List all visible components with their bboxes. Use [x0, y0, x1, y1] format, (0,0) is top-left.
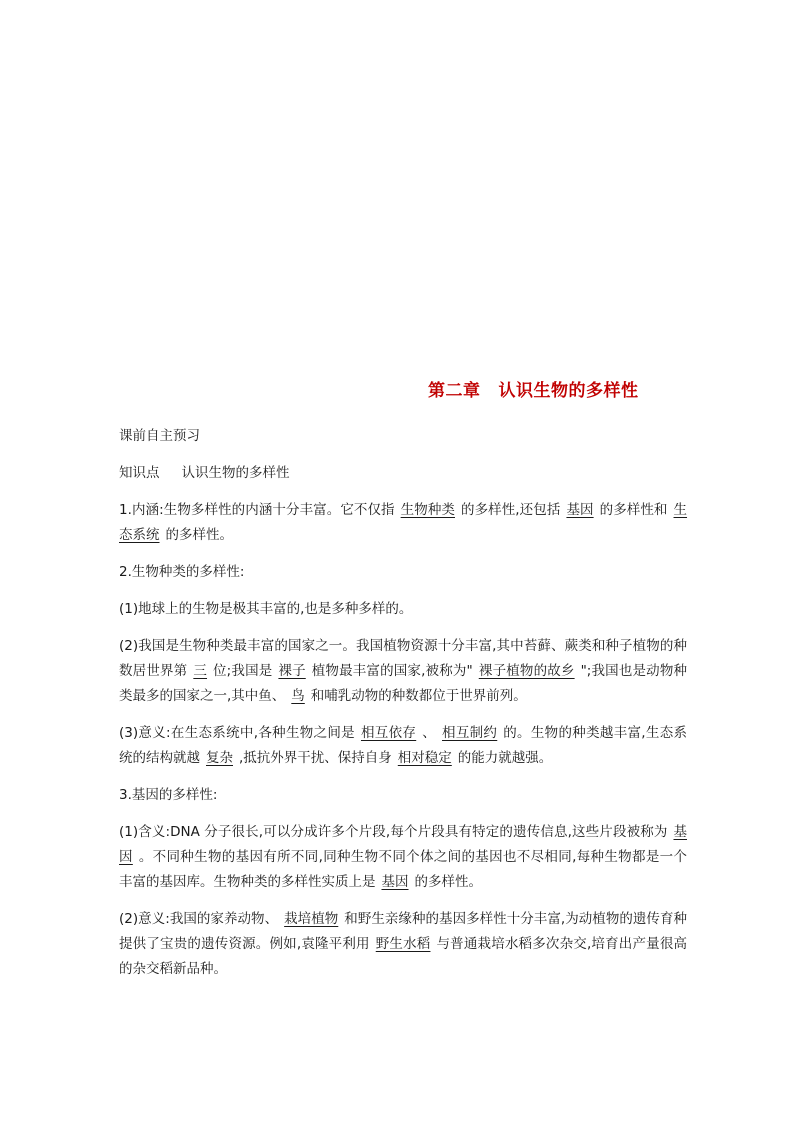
answer-blank: 复杂 [206, 750, 233, 766]
answer-blank: 基因 [119, 824, 687, 865]
answer-blank: 生态系统 [119, 502, 688, 543]
paragraph-species-3: (3)意义:在生态系统中,各种生物之间是 相互依存 、 相互制约 的。生物的种类越丰富,生态系统的结构就越 复杂 ,抵抗外界干扰、保持自身 相对稳定 的能力就越强。 [119, 725, 688, 766]
paragraph-gene-2: (2)意义:我国的家养动物、 栽培植物 和野生亲缘种的基因多样性十分丰富,为动植物的遗传育种提供了宝贵的遗传资源。例如,袁隆平利用 野生水稻 与普通栽培水稻多次杂交,培育出产量很高的杂交稻新品种。 [119, 911, 688, 977]
answer-blank: 鸟 [291, 688, 305, 704]
paragraph-species-heading: 2.生物种类的多样性: [119, 564, 245, 580]
answer-blank: 基因 [381, 874, 409, 890]
answer-blank: 相互依存 [360, 725, 417, 741]
paragraph-gene-1: (1)含义:DNA 分子很长,可以分成许多个片段,每个片段具有特定的遗传信息,这些片段被称为 基因 。不同种生物的基因有所不同,同种生物不同个体之间的基因也不尽相同,每种生物都是一个丰富的基因库。生物种类的多样性实质上是 基因 的多样性。 [119, 824, 687, 890]
chapter-name: 认识生物的多样性 [498, 381, 639, 401]
answer-blank: 裸子 [278, 663, 306, 679]
answer-blank: 栽培植物 [284, 911, 339, 927]
answer-blank: 相对稳定 [397, 750, 452, 766]
paragraph-gene-heading: 3.基因的多样性: [119, 787, 218, 803]
paragraph-species-2: (2)我国是生物种类最丰富的国家之一。我国植物资源十分丰富,其中苔藓、蕨类和种子植物的种数居世界第 三 位;我国是 裸子 植物最丰富的国家,被称为" 裸子植物的故乡 ";我国也是动物种类最多的国家之一,其中鱼、 鸟 和哺乳动物的种数都位于世界前列。 [119, 638, 688, 704]
answer-blank: 三 [193, 663, 208, 679]
document-body [119, 424, 687, 994]
knowledge-point-title: 认识生物的多样性 [181, 465, 290, 481]
answer-blank: 相互制约 [442, 725, 498, 741]
knowledge-point-heading [119, 461, 687, 486]
answer-blank: 生物种类 [400, 502, 455, 518]
section-heading: 课前自主预习 [119, 428, 200, 444]
knowledge-point-label: 知识点 [119, 465, 160, 481]
answer-blank: 裸子植物的故乡 [478, 663, 575, 679]
paragraph-connotation: 1.内涵:生物多样性的内涵十分丰富。它不仅指 生物种类 的多样性,还包括 基因 的多样性和 生态系统 的多样性。 [119, 502, 688, 543]
chapter-title [428, 376, 639, 401]
answer-blank: 基因 [566, 502, 594, 518]
paragraph-species-1: (1)地球上的生物是极其丰富的,也是多种多样的。 [119, 601, 413, 617]
answer-blank: 野生水稻 [375, 936, 431, 952]
chapter-number: 第二章 [428, 381, 481, 401]
